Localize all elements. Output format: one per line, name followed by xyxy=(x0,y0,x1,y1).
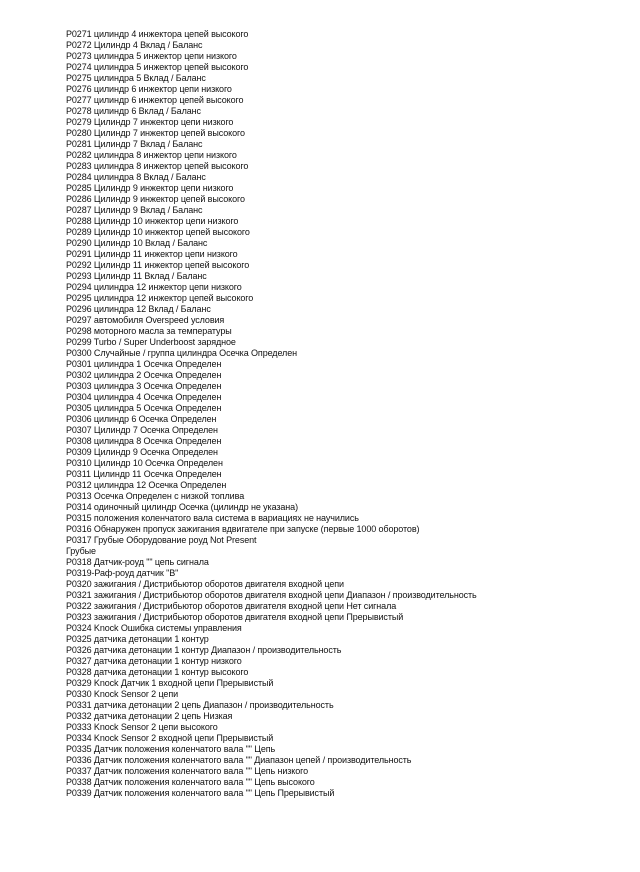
code-line: P0307 Цилиндр 7 Осечка Определен xyxy=(66,425,218,435)
code-line: P0280 Цилиндр 7 инжектор цепей высокого xyxy=(66,128,245,138)
code-line: P0308 цилиндра 8 Осечка Определен xyxy=(66,436,222,446)
code-line: P0317 Грубые Оборудование роуд Not Present xyxy=(66,535,257,545)
code-line: P0328 датчика детонации 1 контур высокого xyxy=(66,667,249,677)
code-line: P0293 Цилиндр 11 Вклад / Баланс xyxy=(66,271,207,281)
code-line: P0287 Цилиндр 9 Вклад / Баланс xyxy=(66,205,203,215)
code-line: P0282 цилиндра 8 инжектор цепи низкого xyxy=(66,150,237,160)
code-line: P0333 Knock Sensor 2 цепи высокого xyxy=(66,722,218,732)
code-line: P0338 Датчик положения коленчатого вала "" Цепь высокого xyxy=(66,777,315,787)
code-line: P0289 Цилиндр 10 инжектор цепей высокого xyxy=(66,227,250,237)
code-line: Грубые xyxy=(66,546,96,556)
code-line: P0300 Случайные / группа цилиндра Осечка Определен xyxy=(66,348,297,358)
code-line: P0334 Knock Sensor 2 входной цепи Прерывистый xyxy=(66,733,274,743)
code-line: P0318 Датчик-роуд "" цепь сигнала xyxy=(66,557,209,567)
code-line: P0291 Цилиндр 11 инжектор цепи низкого xyxy=(66,249,238,259)
code-line: P0331 датчика детонации 2 цепь Диапазон / производительность xyxy=(66,700,334,710)
code-line: P0299 Turbo / Super Underboost зарядное xyxy=(66,337,236,347)
code-line: P0315 положения коленчатого вала система в вариациях не научились xyxy=(66,513,359,523)
code-line: P0309 Цилиндр 9 Осечка Определен xyxy=(66,447,218,457)
code-line: P0297 автомобиля Overspeed условия xyxy=(66,315,225,325)
code-line: P0273 цилиндра 5 инжектор цепи низкого xyxy=(66,51,237,61)
code-line: P0288 Цилиндр 10 инжектор цепи низкого xyxy=(66,216,239,226)
code-line: P0329 Knock Датчик 1 входной цепи Прерывистый xyxy=(66,678,274,688)
code-line: P0314 одиночный цилиндр Осечка (цилиндр не указана) xyxy=(66,502,298,512)
code-line: P0276 цилиндр 6 инжектор цепи низкого xyxy=(66,84,232,94)
code-line: P0278 цилиндр 6 Вклад / Баланс xyxy=(66,106,201,116)
code-line: P0303 цилиндра 3 Осечка Определен xyxy=(66,381,222,391)
code-line: P0310 Цилиндр 10 Осечка Определен xyxy=(66,458,223,468)
code-line: P0326 датчика детонации 1 контур Диапазон / производительность xyxy=(66,645,342,655)
code-line: P0306 цилиндр 6 Осечка Определен xyxy=(66,414,217,424)
code-line: P0302 цилиндра 2 Осечка Определен xyxy=(66,370,222,380)
code-line: P0330 Knock Sensor 2 цепи xyxy=(66,689,179,699)
code-line: P0324 Knock Ошибка системы управления xyxy=(66,623,242,633)
code-line: P0284 цилиндра 8 Вклад / Баланс xyxy=(66,172,206,182)
code-line: P0335 Датчик положения коленчатого вала "" Цепь xyxy=(66,744,276,754)
code-line: P0313 Осечка Определен с низкой топлива xyxy=(66,491,245,501)
code-line: P0298 моторного масла за температуры xyxy=(66,326,232,336)
code-line: P0319-Раф-роуд датчик "B" xyxy=(66,568,179,578)
code-line: P0294 цилиндра 12 инжектор цепи низкого xyxy=(66,282,242,292)
code-line: P0312 цилиндра 12 Осечка Определен xyxy=(66,480,227,490)
code-line: P0337 Датчик положения коленчатого вала "" Цепь низкого xyxy=(66,766,309,776)
code-line: P0301 цилиндра 1 Осечка Определен xyxy=(66,359,222,369)
code-line: P0279 Цилиндр 7 инжектор цепи низкого xyxy=(66,117,234,127)
code-line: P0322 зажигания / Дистрибьютор оборотов двигателя входной цепи Нет сигнала xyxy=(66,601,397,611)
code-line: P0271 цилиндр 4 инжектора цепей высокого xyxy=(66,29,249,39)
code-line: P0283 цилиндра 8 инжектор цепей высокого xyxy=(66,161,249,171)
code-line: P0339 Датчик положения коленчатого вала "" Цепь Прерывистый xyxy=(66,788,335,798)
code-line: P0290 Цилиндр 10 Вклад / Баланс xyxy=(66,238,208,248)
code-line: P0316 Обнаружен пропуск зажигания вдвигателе при запуске (первые 1000 оборотов) xyxy=(66,524,420,534)
code-line: P0304 цилиндра 4 Осечка Определен xyxy=(66,392,222,402)
code-line: P0275 цилиндра 5 Вклад / Баланс xyxy=(66,73,206,83)
code-line: P0320 зажигания / Дистрибьютор оборотов двигателя входной цепи xyxy=(66,579,344,589)
code-line: P0332 датчика детонации 2 цепь Низкая xyxy=(66,711,233,721)
code-line: P0336 Датчик положения коленчатого вала "" Диапазон цепей / производительность xyxy=(66,755,412,765)
code-line: P0295 цилиндра 12 инжектор цепей высокого xyxy=(66,293,254,303)
code-line: P0292 Цилиндр 11 инжектор цепей высокого xyxy=(66,260,250,270)
code-line: P0305 цилиндра 5 Осечка Определен xyxy=(66,403,222,413)
code-line: P0296 цилиндра 12 Вклад / Баланс xyxy=(66,304,211,314)
code-line: P0325 датчика детонации 1 контур xyxy=(66,634,209,644)
code-line: P0321 зажигания / Дистрибьютор оборотов двигателя входной цепи Диапазон / производительность xyxy=(66,590,477,600)
code-line: P0272 Цилиндр 4 Вклад / Баланс xyxy=(66,40,203,50)
code-line: P0327 датчика детонации 1 контур низкого xyxy=(66,656,242,666)
code-line: P0281 Цилиндр 7 Вклад / Баланс xyxy=(66,139,203,149)
code-line: P0274 цилиндра 5 инжектор цепей высокого xyxy=(66,62,249,72)
code-line: P0285 Цилиндр 9 инжектор цепи низкого xyxy=(66,183,234,193)
code-line: P0286 Цилиндр 9 инжектор цепей высокого xyxy=(66,194,245,204)
code-line: P0311 Цилиндр 11 Осечка Определен xyxy=(66,469,222,479)
code-line: P0277 цилиндр 6 инжектор цепей высокого xyxy=(66,95,244,105)
diagnostic-code-list xyxy=(66,29,477,799)
code-line: P0323 зажигания / Дистрибьютор оборотов двигателя входной цепи Прерывистый xyxy=(66,612,404,622)
